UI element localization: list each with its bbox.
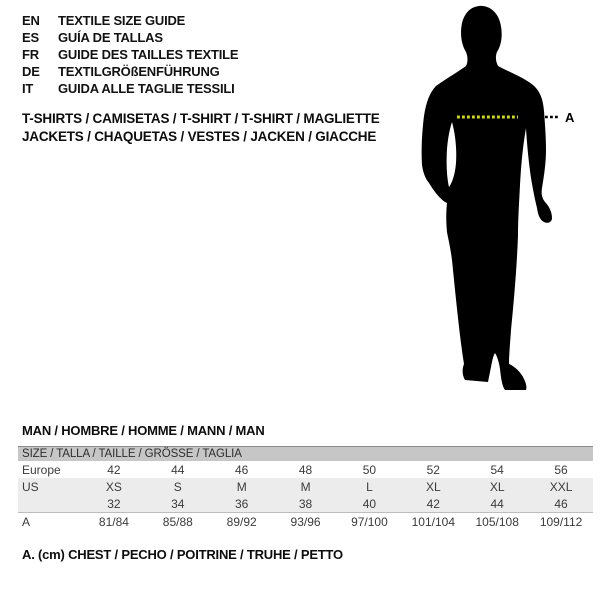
language-label: TEXTILE SIZE GUIDE	[58, 13, 186, 28]
garment-categories	[22, 110, 380, 146]
table-cell: S	[173, 479, 182, 494]
language-list	[22, 12, 238, 97]
table-cell: 85/88	[162, 514, 193, 529]
measurement-footnote: A. (cm) CHEST / PECHO / POITRINE / TRUHE / PETTO	[22, 547, 343, 562]
language-row-en	[22, 12, 238, 29]
man-silhouette-icon	[400, 0, 600, 400]
table-cell: 34	[171, 496, 185, 511]
language-code: FR	[22, 47, 39, 62]
table-cell: 93/96	[290, 514, 321, 529]
table-cell: 52	[426, 462, 440, 477]
table-cell: 38	[298, 496, 313, 511]
table-cell: M	[236, 479, 247, 494]
table-cell: 46	[554, 496, 568, 511]
language-row-de	[22, 63, 238, 80]
table-cell: 48	[298, 462, 313, 477]
table-cell: 105/108	[475, 514, 519, 529]
table-row-chest-a	[18, 512, 593, 530]
table-cell: XL	[489, 479, 505, 494]
table-cell: 81/84	[98, 514, 129, 529]
table-cell: XL	[425, 479, 441, 494]
section-title-man: MAN / HOMBRE / HOMME / MANN / MAN	[22, 423, 265, 438]
table-cell: XXL	[549, 479, 573, 494]
table-cell: 42	[426, 496, 440, 511]
table-cell: 36	[235, 496, 249, 511]
table-cell: 46	[235, 462, 249, 477]
category-jackets: JACKETS / CHAQUETAS / VESTES / JACKEN / GIACCHE	[22, 129, 377, 144]
table-cell: XS	[105, 479, 122, 494]
table-cell: M	[300, 479, 311, 494]
table-cell: 44	[490, 496, 504, 511]
table-cell: 40	[362, 496, 377, 511]
language-label: GUIDE DES TAILLES TEXTILE	[58, 47, 239, 62]
table-row-europe	[18, 461, 593, 478]
table-cell: 109/112	[539, 514, 583, 529]
language-row-es	[22, 29, 238, 46]
table-cell: 97/100	[351, 514, 388, 529]
language-label: TEXTILGRÖßENFÜHRUNG	[58, 64, 220, 79]
table-row-us	[18, 478, 593, 495]
man-silhouette-shape	[422, 6, 552, 390]
table-cell: 54	[490, 462, 504, 477]
man-figure	[400, 0, 600, 400]
table-cell: 101/104	[411, 514, 455, 529]
language-code: DE	[22, 64, 40, 79]
category-tshirts: T-SHIRTS / CAMISETAS / T-SHIRT / T-SHIRT / MAGLIETTE	[22, 111, 380, 126]
table-cell: 44	[171, 462, 185, 477]
table-cell: 89/92	[226, 514, 257, 529]
table-cell: 32	[107, 496, 121, 511]
row-label: Europe	[22, 462, 61, 477]
row-label: A	[22, 514, 31, 529]
language-code: ES	[22, 30, 39, 45]
measure-label-a: A	[565, 110, 575, 125]
table-cell: 56	[554, 462, 568, 477]
row-label: US	[22, 479, 39, 494]
table-cell: 42	[107, 462, 121, 477]
table-cell: L	[366, 479, 373, 494]
language-label: GUIDA ALLE TAGLIE TESSILI	[58, 81, 235, 96]
size-table-header: SIZE / TALLA / TAILLE / GRÖSSE / TAGLIA	[18, 447, 593, 461]
size-table	[18, 446, 593, 530]
language-label: GUÍA DE TALLAS	[58, 30, 163, 45]
language-code: EN	[22, 13, 40, 28]
language-row-it	[22, 80, 238, 97]
language-code: IT	[22, 81, 34, 96]
language-row-fr	[22, 46, 238, 63]
table-row-us-numeric	[18, 495, 593, 512]
table-cell: 50	[362, 462, 377, 477]
